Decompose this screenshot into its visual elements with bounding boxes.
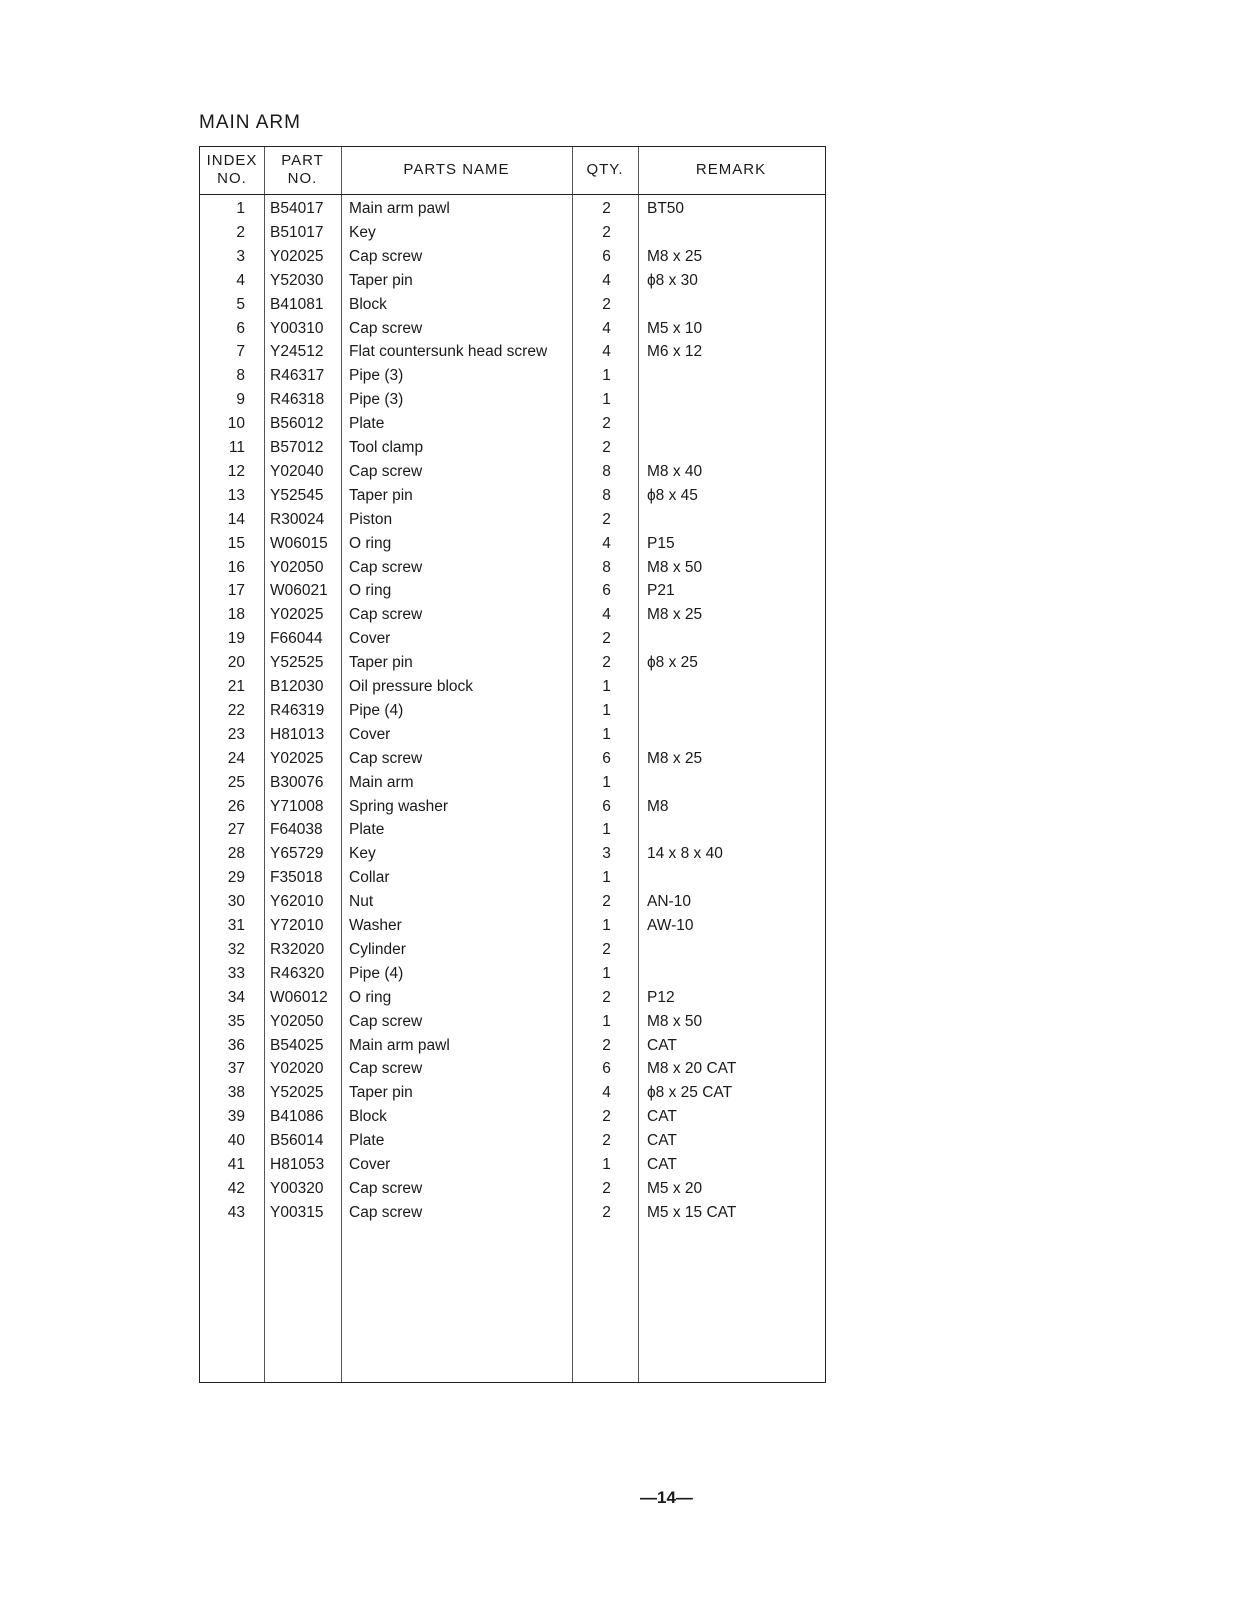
- remark-cell: M5 x 10: [647, 319, 703, 337]
- qty-cell: 8: [602, 486, 611, 504]
- parts-name-cell: Taper pin: [349, 654, 413, 672]
- index-cell: 20: [227, 654, 245, 672]
- table-row: [200, 1034, 825, 1058]
- index-cell: 42: [227, 1179, 245, 1197]
- qty-cell: 2: [602, 295, 611, 313]
- remark-cell: ϕ8 x 30: [647, 271, 698, 289]
- part-no-cell: W06015: [270, 534, 328, 552]
- qty-cell: 6: [602, 797, 611, 815]
- parts-name-cell: Cap screw: [349, 606, 423, 624]
- table-row: [200, 986, 825, 1010]
- table-header: [200, 147, 825, 195]
- parts-name-cell: Cap screw: [349, 1203, 423, 1221]
- part-no-cell: Y00315: [270, 1203, 324, 1221]
- remark-cell: [647, 866, 827, 890]
- qty-cell: 1: [602, 725, 611, 743]
- parts-name-cell: Pipe (4): [349, 701, 404, 719]
- index-cell: 1: [236, 200, 245, 217]
- header-part-line1: PART: [281, 152, 324, 169]
- index-cell: 31: [227, 917, 245, 934]
- parts-name-cell: Plate: [349, 415, 385, 433]
- qty-cell: 1: [602, 917, 611, 934]
- remark-cell: M6 x 12: [647, 343, 703, 361]
- qty-cell: 4: [602, 319, 611, 337]
- part-no-cell: B54017: [270, 200, 324, 217]
- table-row: [200, 1105, 825, 1129]
- remark-cell: M5 x 15 CAT: [647, 1203, 737, 1221]
- remark-cell: M5 x 20: [647, 1179, 703, 1197]
- parts-table: [199, 146, 826, 1383]
- qty-cell: 1: [602, 1012, 611, 1030]
- index-cell: 33: [227, 964, 245, 982]
- remark-cell: M8 x 40: [647, 462, 703, 480]
- parts-name-cell: Taper pin: [349, 271, 413, 289]
- part-no-cell: Y52030: [270, 271, 324, 289]
- qty-cell: 2: [602, 200, 611, 217]
- table-row: [200, 556, 825, 580]
- table-row: [200, 818, 825, 842]
- parts-name-cell: Block: [349, 295, 387, 313]
- index-cell: 29: [227, 869, 245, 887]
- index-cell: 30: [227, 893, 245, 911]
- part-no-cell: F35018: [270, 869, 323, 887]
- index-cell: 16: [227, 558, 245, 576]
- qty-cell: 2: [602, 988, 611, 1006]
- part-no-cell: Y00320: [270, 1179, 324, 1197]
- table-row: [200, 1010, 825, 1034]
- table-row: [200, 388, 825, 412]
- table-row: [200, 627, 825, 651]
- qty-cell: 6: [602, 247, 611, 265]
- index-cell: 23: [227, 725, 245, 743]
- index-cell: 40: [227, 1132, 245, 1150]
- remark-cell: AN-10: [647, 893, 691, 911]
- remark-cell: [647, 221, 827, 245]
- qty-cell: 3: [602, 845, 611, 863]
- remark-cell: CAT: [647, 1108, 677, 1126]
- part-no-cell: Y02020: [270, 1060, 324, 1078]
- parts-name-cell: Block: [349, 1108, 387, 1126]
- table-row: [200, 340, 825, 364]
- index-cell: 15: [227, 534, 245, 552]
- index-cell: 37: [227, 1060, 245, 1078]
- qty-cell: 2: [602, 415, 611, 433]
- part-no-cell: Y65729: [270, 845, 324, 863]
- part-no-cell: B56012: [270, 415, 324, 433]
- part-no-cell: Y02025: [270, 247, 324, 265]
- table-row: [200, 866, 825, 890]
- index-cell: 28: [227, 845, 245, 863]
- qty-cell: 2: [602, 654, 611, 672]
- part-no-cell: Y71008: [270, 797, 324, 815]
- part-no-cell: Y02040: [270, 462, 324, 480]
- qty-cell: 2: [602, 223, 611, 241]
- table-row: [200, 197, 825, 221]
- index-cell: 22: [227, 701, 245, 719]
- index-cell: 34: [227, 988, 245, 1006]
- parts-name-cell: Key: [349, 223, 376, 241]
- parts-name-cell: Flat countersunk head screw: [349, 343, 548, 361]
- table-row: [200, 484, 825, 508]
- header-part-line2: NO.: [287, 170, 318, 187]
- header-index: [200, 147, 264, 193]
- index-cell: 2: [236, 223, 245, 241]
- table-row: [200, 532, 825, 556]
- qty-cell: 4: [602, 534, 611, 552]
- part-no-cell: Y24512: [270, 343, 324, 361]
- qty-cell: 2: [602, 439, 611, 456]
- part-no-cell: B57012: [270, 439, 324, 456]
- part-no-cell: R46317: [270, 367, 325, 385]
- parts-name-cell: Cap screw: [349, 1060, 423, 1078]
- index-cell: 21: [227, 678, 245, 695]
- parts-name-cell: Cover: [349, 725, 391, 743]
- qty-cell: 2: [602, 510, 611, 528]
- qty-cell: 4: [602, 343, 611, 361]
- remark-cell: AW-10: [647, 917, 694, 934]
- table-row: [200, 1129, 825, 1153]
- parts-name-cell: Main arm: [349, 773, 414, 791]
- table-row: [200, 293, 825, 317]
- qty-cell: 1: [602, 773, 611, 791]
- table-row: [200, 436, 825, 460]
- parts-name-cell: Washer: [349, 917, 402, 934]
- index-cell: 38: [227, 1084, 245, 1102]
- remark-cell: [647, 699, 827, 723]
- index-cell: 17: [227, 582, 245, 600]
- parts-name-cell: O ring: [349, 582, 392, 600]
- qty-cell: 8: [602, 558, 611, 576]
- header-index-line1: INDEX: [206, 152, 258, 169]
- remark-cell: [647, 364, 827, 388]
- table-row: [200, 747, 825, 771]
- index-cell: 32: [227, 940, 245, 958]
- index-cell: 41: [227, 1156, 245, 1173]
- part-no-cell: B51017: [270, 223, 324, 241]
- header-index-line2: NO.: [217, 170, 247, 187]
- parts-name-cell: Cap screw: [349, 247, 423, 265]
- remark-cell: [647, 627, 827, 651]
- qty-cell: 1: [602, 1156, 611, 1173]
- part-no-cell: R32020: [270, 940, 325, 958]
- remark-cell: ϕ8 x 25: [647, 654, 698, 672]
- parts-name-cell: Cap screw: [349, 462, 423, 480]
- table-row: [200, 651, 825, 675]
- header-qty: QTY.: [586, 161, 624, 178]
- index-cell: 43: [227, 1203, 245, 1221]
- part-no-cell: R46319: [270, 701, 325, 719]
- qty-cell: 2: [602, 630, 611, 648]
- table-row: [200, 914, 825, 938]
- index-cell: 35: [227, 1012, 245, 1030]
- parts-name-cell: Cover: [349, 1156, 391, 1173]
- part-no-cell: Y02025: [270, 606, 324, 624]
- table-row: [200, 269, 825, 293]
- part-no-cell: W06012: [270, 988, 328, 1006]
- part-no-cell: F64038: [270, 821, 323, 839]
- parts-name-cell: Cap screw: [349, 1179, 423, 1197]
- index-cell: 39: [227, 1108, 245, 1126]
- remark-cell: [647, 938, 827, 962]
- remark-cell: [647, 293, 827, 317]
- part-no-cell: H81013: [270, 725, 325, 743]
- remark-cell: P21: [647, 582, 675, 600]
- remark-cell: M8 x 25: [647, 247, 703, 265]
- index-cell: 27: [227, 821, 245, 839]
- parts-name-cell: O ring: [349, 988, 392, 1006]
- parts-name-cell: Taper pin: [349, 486, 413, 504]
- qty-cell: 2: [602, 940, 611, 958]
- parts-name-cell: Main arm pawl: [349, 1036, 450, 1054]
- parts-name-cell: Oil pressure block: [349, 678, 474, 695]
- part-no-cell: Y02050: [270, 558, 324, 576]
- parts-name-cell: Cap screw: [349, 319, 423, 337]
- remark-cell: [647, 723, 827, 747]
- table-row: [200, 1201, 825, 1225]
- part-no-cell: R46320: [270, 964, 325, 982]
- parts-name-cell: Cap screw: [349, 558, 423, 576]
- parts-name-cell: Collar: [349, 869, 390, 887]
- index-cell: 24: [227, 749, 245, 767]
- parts-name-cell: Piston: [349, 510, 393, 528]
- part-no-cell: B41086: [270, 1108, 324, 1126]
- part-no-cell: B41081: [270, 295, 324, 313]
- parts-name-cell: Plate: [349, 821, 385, 839]
- remark-cell: M8 x 20 CAT: [647, 1060, 737, 1078]
- part-no-cell: F66044: [270, 630, 323, 648]
- index-cell: 10: [227, 415, 245, 433]
- table-row: [200, 460, 825, 484]
- table-row: [200, 1153, 825, 1177]
- qty-cell: 1: [602, 391, 611, 409]
- remark-cell: [647, 412, 827, 436]
- qty-cell: 2: [602, 1108, 611, 1126]
- remark-cell: M8 x 25: [647, 606, 703, 624]
- table-row: [200, 317, 825, 341]
- qty-cell: 4: [602, 1084, 611, 1102]
- parts-name-cell: Spring washer: [349, 797, 449, 815]
- parts-name-cell: Key: [349, 845, 376, 863]
- index-cell: 12: [227, 462, 245, 480]
- table-row: [200, 364, 825, 388]
- remark-cell: [647, 771, 827, 795]
- index-cell: 7: [236, 343, 245, 361]
- section-title: MAIN ARM: [199, 112, 301, 133]
- qty-cell: 1: [602, 869, 611, 887]
- qty-cell: 2: [602, 1179, 611, 1197]
- qty-cell: 2: [602, 1036, 611, 1054]
- parts-name-cell: Taper pin: [349, 1084, 413, 1102]
- table-row: [200, 938, 825, 962]
- index-cell: 25: [227, 773, 245, 791]
- parts-name-cell: Plate: [349, 1132, 385, 1150]
- remark-cell: CAT: [647, 1156, 677, 1173]
- remark-cell: 14 x 8 x 40: [647, 845, 723, 863]
- page-number: —14—: [640, 1488, 693, 1507]
- remark-cell: ϕ8 x 25 CAT: [647, 1084, 733, 1102]
- table-row: [200, 699, 825, 723]
- table-row: [200, 412, 825, 436]
- parts-name-cell: Nut: [349, 893, 374, 911]
- remark-cell: [647, 818, 827, 842]
- index-cell: 14: [227, 510, 245, 528]
- table-row: [200, 221, 825, 245]
- qty-cell: 2: [602, 893, 611, 911]
- index-cell: 6: [236, 319, 245, 337]
- table-row: [200, 723, 825, 747]
- header-parts-name: PARTS NAME: [403, 161, 510, 178]
- index-cell: 26: [227, 797, 245, 815]
- table-row: [200, 675, 825, 699]
- part-no-cell: Y62010: [270, 893, 324, 911]
- part-no-cell: Y72010: [270, 917, 324, 934]
- header-part-no: [264, 147, 341, 193]
- qty-cell: 2: [602, 1203, 611, 1221]
- qty-cell: 1: [602, 701, 611, 719]
- index-cell: 4: [236, 271, 245, 289]
- table-row: [200, 842, 825, 866]
- remark-cell: ϕ8 x 45: [647, 486, 698, 504]
- parts-name-cell: Cap screw: [349, 749, 423, 767]
- part-no-cell: Y52025: [270, 1084, 324, 1102]
- remark-cell: [647, 962, 827, 986]
- table-row: [200, 1057, 825, 1081]
- parts-name-cell: Cylinder: [349, 940, 406, 958]
- qty-cell: 4: [602, 271, 611, 289]
- index-cell: 11: [228, 439, 245, 456]
- parts-name-cell: Tool clamp: [349, 439, 424, 456]
- parts-name-cell: Cover: [349, 630, 391, 648]
- qty-cell: 1: [602, 821, 611, 839]
- table-row: [200, 795, 825, 819]
- table-row: [200, 579, 825, 603]
- index-cell: 18: [227, 606, 245, 624]
- table-row: [200, 771, 825, 795]
- remark-cell: [647, 675, 827, 699]
- table-row: [200, 603, 825, 627]
- part-no-cell: B56014: [270, 1132, 324, 1150]
- part-no-cell: Y52525: [270, 654, 324, 672]
- index-cell: 9: [236, 391, 245, 409]
- table-row: [200, 890, 825, 914]
- part-no-cell: Y00310: [270, 319, 324, 337]
- table-row: [200, 962, 825, 986]
- part-no-cell: R46318: [270, 391, 325, 409]
- table-row: [200, 245, 825, 269]
- parts-name-cell: Pipe (3): [349, 367, 404, 385]
- qty-cell: 6: [602, 582, 611, 600]
- table-row: [200, 1177, 825, 1201]
- part-no-cell: B54025: [270, 1036, 324, 1054]
- remark-cell: P12: [647, 988, 675, 1006]
- part-no-cell: B30076: [270, 773, 324, 791]
- index-cell: 5: [236, 295, 245, 313]
- remark-cell: M8: [647, 797, 669, 815]
- table-row: [200, 1081, 825, 1105]
- remark-cell: [647, 388, 827, 412]
- index-cell: 36: [227, 1036, 245, 1054]
- remark-cell: [647, 436, 827, 460]
- remark-cell: BT50: [647, 200, 685, 217]
- part-no-cell: Y02025: [270, 749, 324, 767]
- remark-cell: M8 x 50: [647, 1012, 703, 1030]
- qty-cell: 2: [602, 1132, 611, 1150]
- remark-cell: M8 x 25: [647, 749, 703, 767]
- index-cell: 13: [227, 486, 245, 504]
- parts-name-cell: O ring: [349, 534, 392, 552]
- remark-cell: CAT: [647, 1036, 677, 1054]
- qty-cell: 8: [602, 462, 611, 480]
- remark-cell: [647, 508, 827, 532]
- part-no-cell: H81053: [270, 1156, 325, 1173]
- remark-cell: M8 x 50: [647, 558, 703, 576]
- header-remark: REMARK: [695, 161, 767, 178]
- qty-cell: 4: [602, 606, 611, 624]
- qty-cell: 1: [602, 678, 611, 695]
- index-cell: 3: [236, 247, 245, 265]
- part-no-cell: R30024: [270, 510, 325, 528]
- table-row: [200, 508, 825, 532]
- part-no-cell: Y02050: [270, 1012, 324, 1030]
- remark-cell: P15: [647, 534, 675, 552]
- parts-name-cell: Pipe (4): [349, 964, 404, 982]
- qty-cell: 1: [602, 964, 611, 982]
- remark-cell: CAT: [647, 1132, 677, 1150]
- qty-cell: 1: [602, 367, 611, 385]
- parts-name-cell: Pipe (3): [349, 391, 404, 409]
- part-no-cell: Y52545: [270, 486, 324, 504]
- part-no-cell: W06021: [270, 582, 328, 600]
- parts-name-cell: Main arm pawl: [349, 200, 450, 217]
- qty-cell: 6: [602, 749, 611, 767]
- part-no-cell: B12030: [270, 678, 324, 695]
- index-cell: 8: [236, 367, 245, 385]
- index-cell: 19: [227, 630, 245, 648]
- parts-name-cell: Cap screw: [349, 1012, 423, 1030]
- qty-cell: 6: [602, 1060, 611, 1078]
